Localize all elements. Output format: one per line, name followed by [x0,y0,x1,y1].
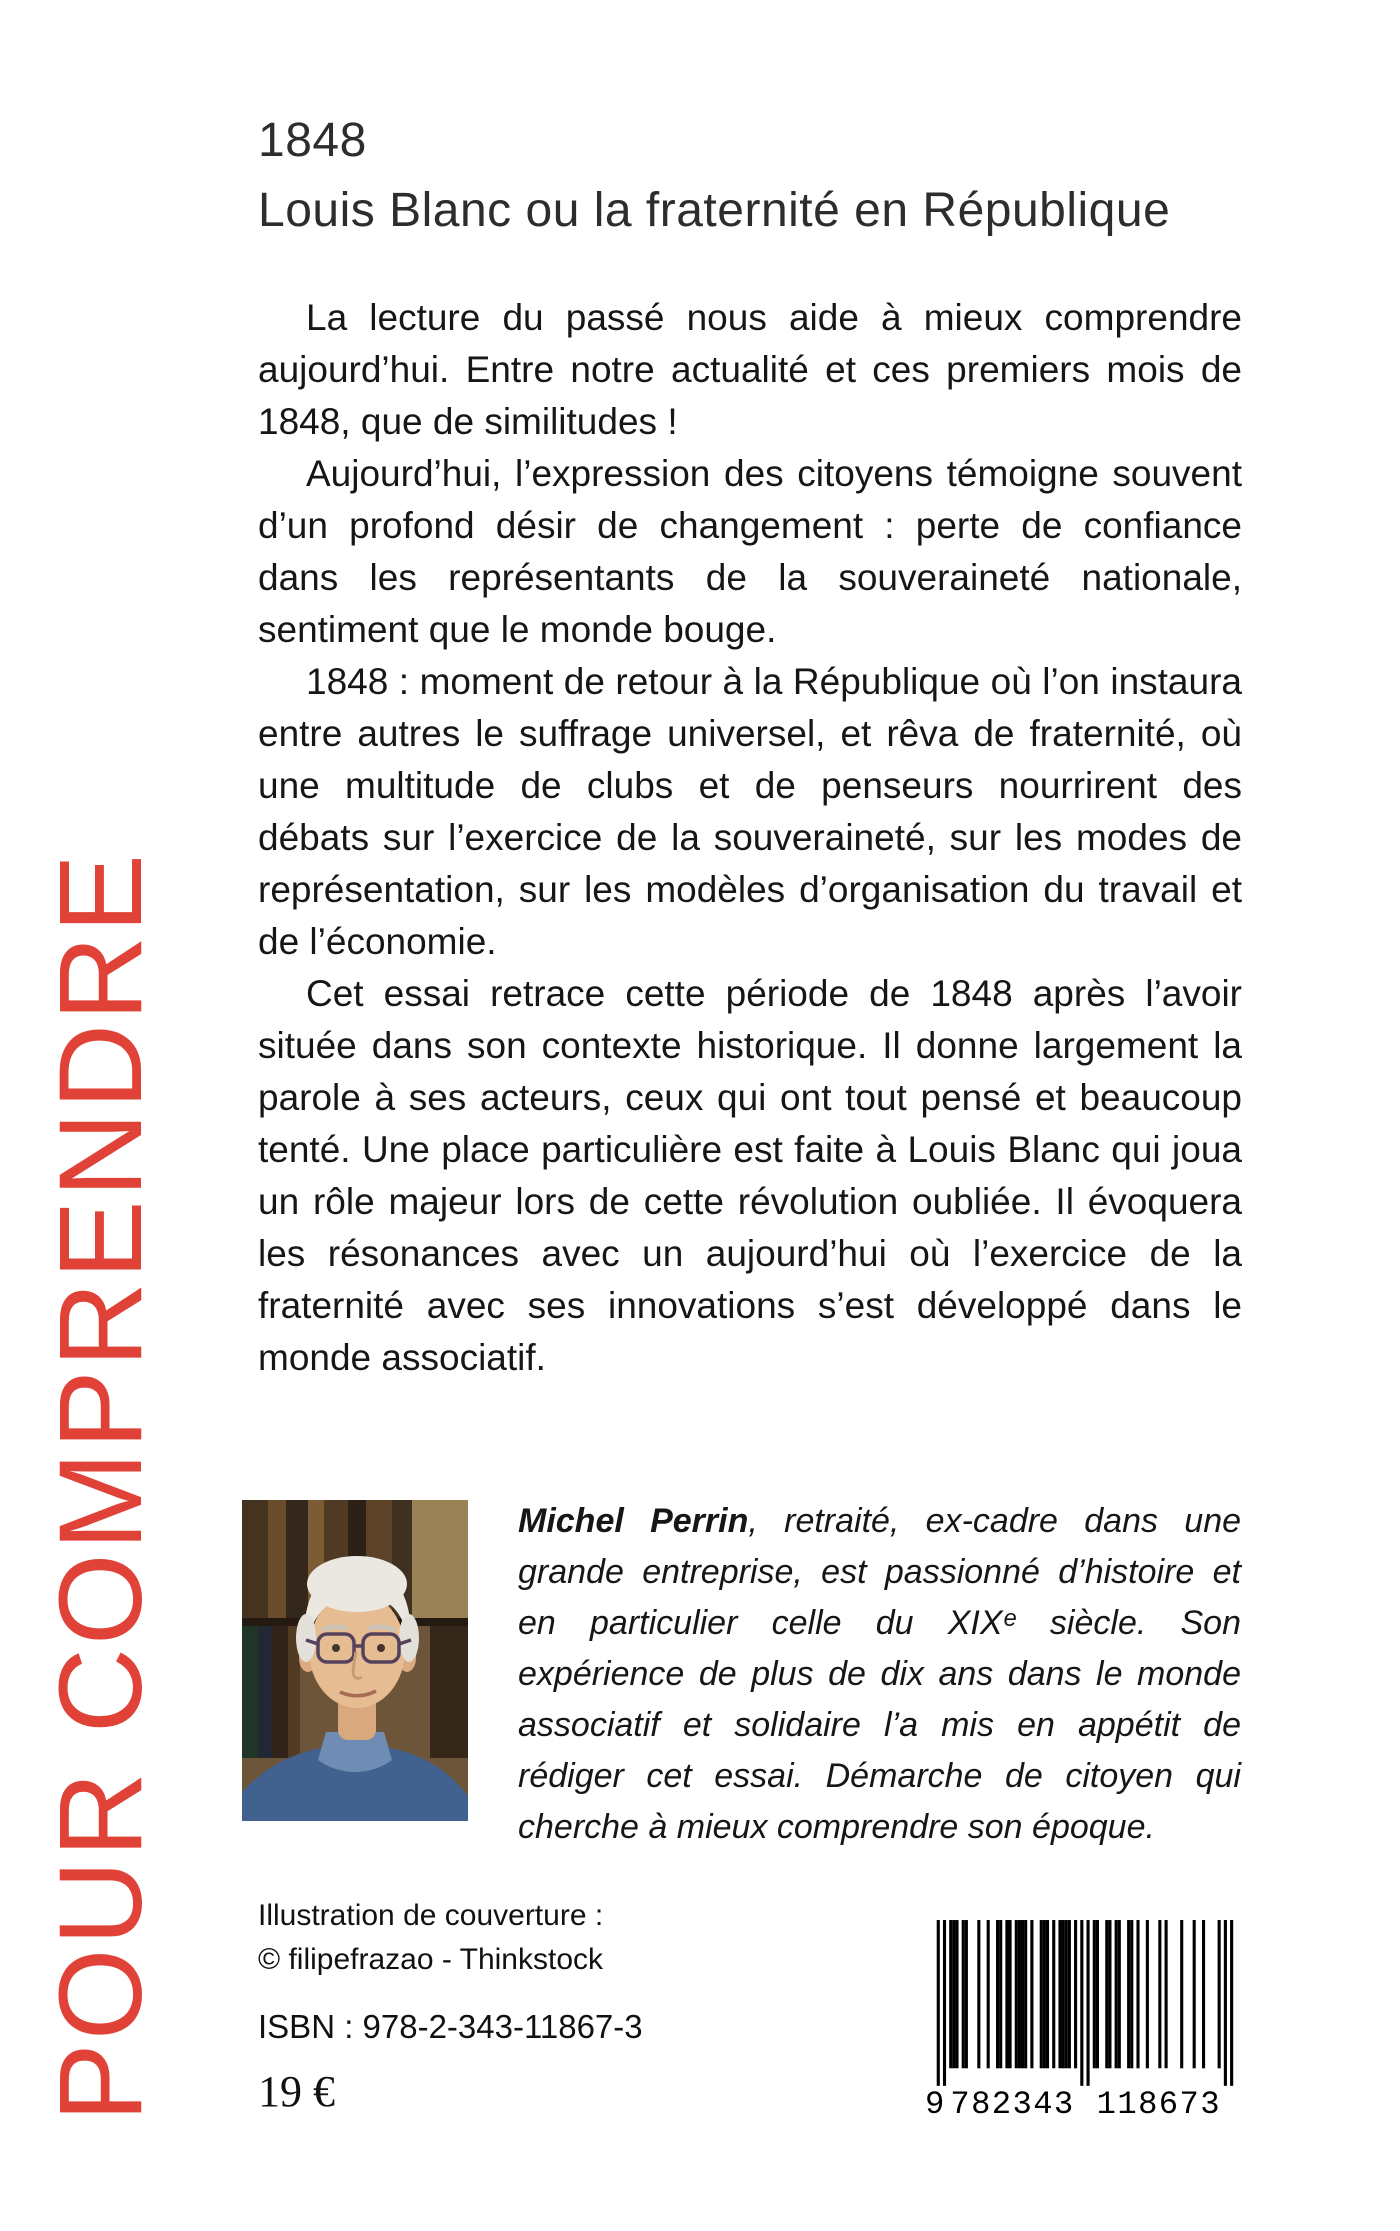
author-section [242,1496,1242,1853]
svg-text:782343: 782343 [950,2086,1074,2120]
credit-line-1: Illustration de couverture : [258,1899,604,1932]
isbn-text: ISBN : 978-2-343-11867-3 [258,2008,643,2045]
synopsis-paragraph-1: La lecture du passé nous aide à mieux comprendre aujourd’hui. Entre notre actualité et ces premiers mois de 1848, que de similitudes ! [258,297,1242,442]
synopsis-paragraph-2: Aujourd’hui, l’expression des citoyens témoigne souvent d’un profond désir de changement : perte de confiance dans les représentants de la souveraineté nationale, sentiment que le monde bouge. [258,453,1242,650]
synopsis [258,292,1242,1384]
collection-label: POUR COMPRENDRE [35,851,167,2122]
synopsis-paragraph-3: 1848 : moment de retour à la République où l’on instaura entre autres le suffrage universel, et rêva de fraternité, où une multitude de clubs et de penseurs nourrirent des débats sur l’exercice de la souveraineté, sur les modes de représentation, sur les modèles d’organisation du travail et de l’économie. [258,661,1242,962]
author-bio [518,1496,1241,1853]
svg-text:9: 9 [925,2086,945,2120]
author-name: Michel Perrin [518,1502,749,1540]
svg-text:118673: 118673 [1096,2086,1220,2120]
price-text: 19 € [258,2067,335,2116]
author-bio-text: , retraité, ex-cadre dans une grande entreprise, est passionné d’histoire et en particulier celle du XIXᵉ siècle. Son expérience de plus de dix ans dans le monde associatif et solidaire l’a mis en appétit de rédiger cet essai. Démarche de citoyen qui cherche à mieux comprendre son époque. [518,1502,1242,1846]
barcode [925,1920,1241,2120]
book-title-year: 1848 [258,114,367,167]
title-block [258,106,1170,246]
synopsis-paragraph-4: Cet essai retrace cette période de 1848 après l’avoir située dans son contexte historique. Il donne largement la parole à ses acteurs, ceux qui ont tout pensé et beaucoup tenté. Une place particulière est faite à Louis Blanc qui joua un rôle majeur lors de cette révolution oubliée. Il évoquera les résonances avec un aujourd’hui où l’exercice de la fraternité avec ses innovations s’est développé dans le monde associatif. [258,973,1242,1378]
cover-illustration-credit [258,1894,603,1982]
book-title-main: Louis Blanc ou la fraternité en République [258,184,1171,237]
credit-line-2: © filipefrazao - Thinkstock [258,1943,604,1976]
author-photo [242,1500,468,1821]
barcode-bars [925,1920,1241,2120]
